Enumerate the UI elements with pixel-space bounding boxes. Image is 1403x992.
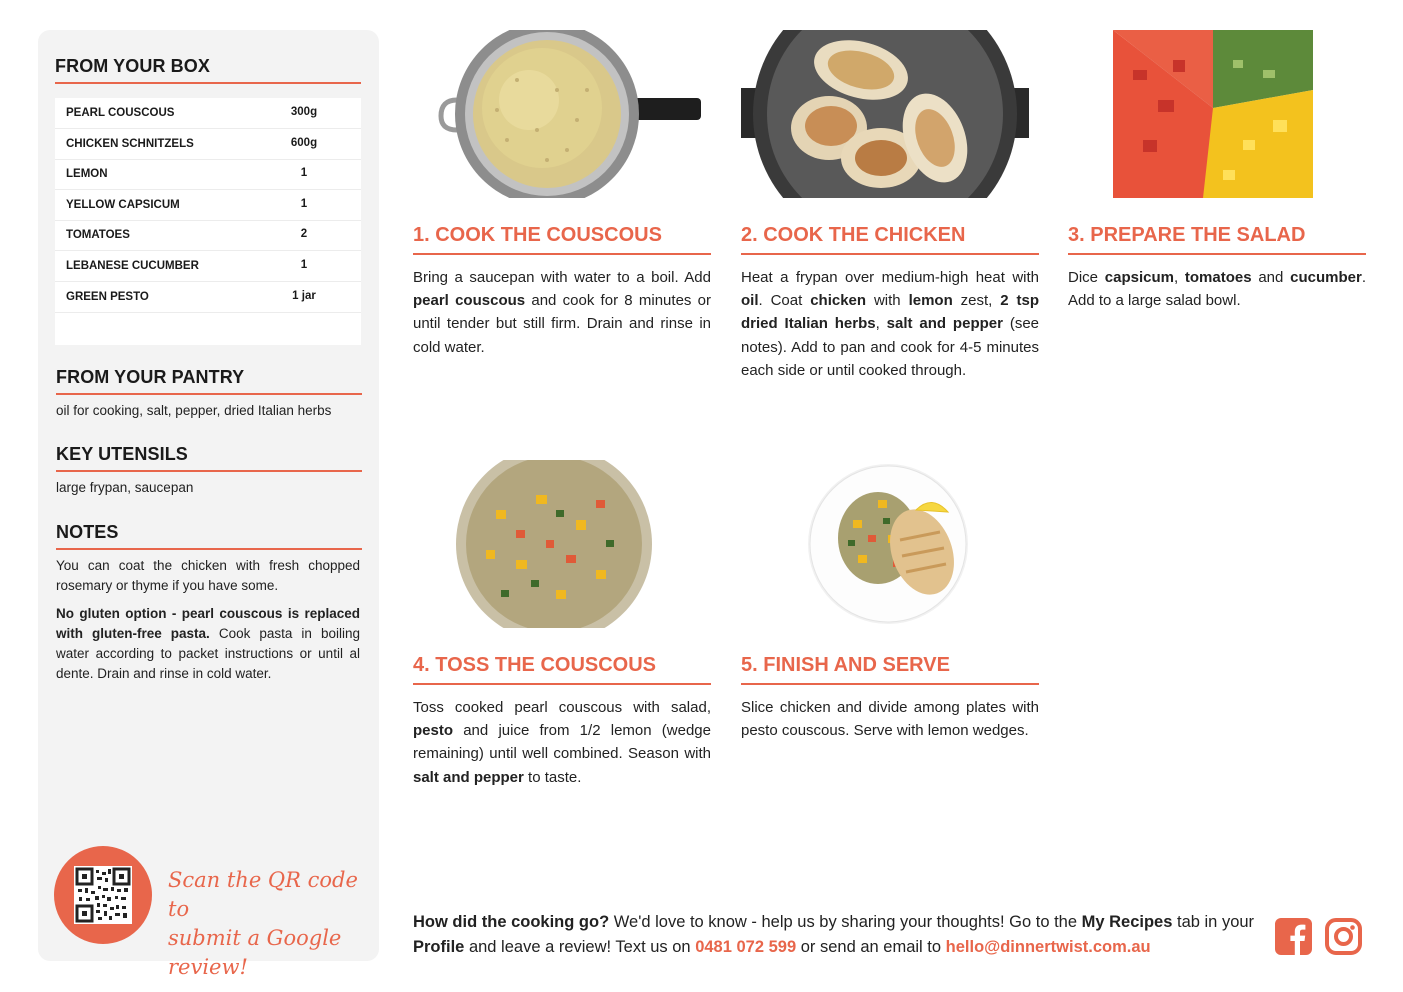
text-run: or send an email to (796, 938, 946, 956)
ingredient-name: YELLOW CAPSICUM (66, 199, 180, 211)
step-5-title: 5. FINISH AND SERVE (741, 654, 950, 676)
text-run: Slice chicken and divide among plates with pesto couscous. Serve with lemon wedges. (741, 699, 1039, 740)
sidebar (38, 30, 379, 979)
ingredient-qty: 1 jar (292, 290, 316, 302)
key-utensils-title: KEY UTENSILS (56, 444, 188, 464)
text-run: with (866, 292, 909, 310)
ingredient-name: CHICKEN SCHNITZELS (66, 138, 194, 150)
divider (1068, 253, 1366, 255)
ingredient-name: GREEN PESTO (66, 291, 149, 303)
my-recipes-text: My Recipes (1081, 913, 1173, 931)
bold-run: 2 tsp dried Italian herbs (741, 292, 1040, 333)
ingredient-qty: 2 (300, 228, 308, 240)
pantry-text: oil for cooking, salt, pepper, dried Italian herbs (56, 403, 332, 418)
ingredient-qty: 1 (300, 167, 308, 179)
ingredient-name: LEBANESE CUCUMBER (66, 260, 199, 272)
ingredient-qty: 600g (290, 137, 318, 149)
chicken-in-frypan (741, 30, 1029, 198)
bold-run: cucumber (1290, 269, 1362, 286)
bold-run: chicken (810, 292, 867, 310)
step-2-title: 2. COOK THE CHICKEN (741, 224, 966, 246)
bold-run: lemon (908, 292, 953, 310)
divider (413, 683, 711, 685)
text-run: and cook for 8 minutes or until tender but still firm. Drain and rinse in cold water. (413, 292, 711, 356)
instagram-icon[interactable] (1325, 918, 1362, 955)
step-5-text (741, 696, 1039, 742)
ingredient-name: TOMATOES (66, 229, 130, 241)
ingredient-qty: 300g (290, 106, 318, 118)
divider (741, 683, 1039, 685)
bold-run: oil (741, 292, 759, 310)
qr-badge[interactable] (54, 846, 152, 944)
text-run: to taste. (523, 768, 582, 786)
from-your-pantry-title: FROM YOUR PANTRY (56, 367, 245, 387)
ingredient-name: LEMON (66, 168, 108, 180)
divider (741, 253, 1039, 255)
text-run: , (1173, 269, 1185, 286)
table-row (55, 159, 361, 190)
text-run: Heat a frypan over medium-high heat with (741, 269, 1039, 286)
divider (56, 393, 362, 395)
couscous-in-strainer (437, 30, 703, 198)
note-2-bold: No gluten option - pearl couscous is replaced with gluten-free pasta. (56, 606, 360, 641)
bold-run: tomatoes (1184, 269, 1252, 286)
step-1-title: 1. COOK THE COUSCOUS (413, 224, 662, 246)
couscous-salad-bowl (456, 460, 652, 628)
table-row (55, 282, 361, 313)
step-3-text (1068, 266, 1366, 312)
qr-review-text (168, 866, 379, 982)
divider (56, 470, 362, 472)
text-run: Toss cooked pearl couscous with salad, (413, 699, 711, 716)
step-1-text (413, 266, 711, 359)
from-your-box-title: FROM YOUR BOX (55, 56, 210, 76)
text-run: . Add to a large salad bowl. (1068, 269, 1366, 310)
step-4-text (413, 696, 711, 789)
text-run: , (875, 315, 887, 333)
note-1: You can coat the chicken with fresh chopped rosemary or thyme if you have some. (56, 558, 360, 593)
bold-run: salt and pepper (886, 315, 1003, 333)
text-run: and (1251, 269, 1291, 286)
table-row (55, 129, 361, 160)
bold-run: capsicum (1104, 269, 1174, 286)
ingredient-qty: 1 (300, 259, 308, 271)
ingredient-qty: 1 (300, 198, 308, 210)
ingredients-table (55, 98, 361, 345)
notes-title: NOTES (56, 522, 119, 542)
divider (56, 548, 362, 550)
text-run: tab in your (1172, 913, 1255, 931)
text-run: (see notes). Add to pan and cook for 4-5 minutes each side or until cooked through. (741, 315, 1040, 379)
table-row (55, 98, 361, 129)
text-run: . Coat (758, 292, 811, 310)
profile-text: Profile (413, 938, 465, 956)
text-run: zest, (952, 292, 1001, 310)
step-4-title: 4. TOSS THE COUSCOUS (413, 654, 657, 676)
ingredient-name: PEARL COUSCOUS (66, 107, 175, 119)
divider (413, 253, 711, 255)
plated-dish (808, 460, 970, 628)
table-row (55, 190, 361, 221)
diced-salad-bowl (1113, 30, 1313, 198)
review-footer (413, 910, 1273, 960)
bold-run: pearl couscous (413, 292, 526, 310)
qr-line-2: submit a Google review! (168, 926, 342, 979)
bold-run: salt and pepper (413, 768, 524, 786)
qr-line-1: Scan the QR code to (168, 868, 358, 921)
text-run: Bring a saucepan with water to a boil. Add (413, 269, 711, 286)
email-link[interactable]: hello@dinnertwist.com.au (945, 938, 1151, 956)
note-2-rest: Cook pasta in boiling water according to packet instructions or until al dente. Drain and rinse in cold water. (56, 626, 360, 681)
step-3-title: 3. PREPARE THE SALAD (1068, 224, 1306, 246)
step-2-text (741, 266, 1039, 382)
text-run: and juice from 1/2 lemon (wedge remaining) until well combined. Season with (413, 722, 711, 763)
facebook-icon[interactable] (1275, 918, 1312, 955)
divider (55, 82, 361, 84)
text-run: Dice (1068, 269, 1105, 286)
phone-link[interactable]: 0481 072 599 (695, 938, 797, 956)
footer-question: How did the cooking go? (413, 913, 610, 931)
text-run: We'd love to know - help us by sharing your thoughts! Go to the (609, 913, 1082, 931)
qr-code-icon (74, 866, 132, 924)
table-row (55, 251, 361, 282)
bold-run: pesto (413, 722, 454, 740)
text-run: and leave a review! Text us on (464, 938, 696, 956)
note-2 (56, 604, 360, 684)
table-row (55, 220, 361, 251)
utensils-text: large frypan, saucepan (56, 480, 194, 495)
